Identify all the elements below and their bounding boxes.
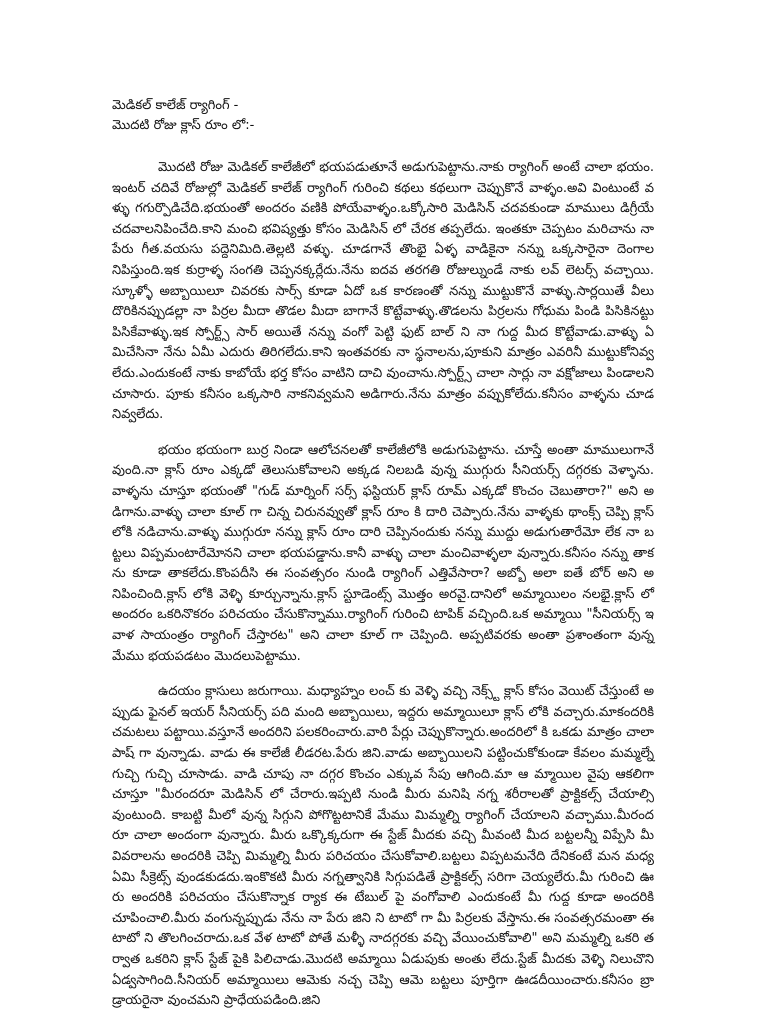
document-page [112, 96, 654, 1027]
document-heading [112, 96, 654, 136]
paragraph-2: భయం భయంగా బుర్ర నిండా ఆలోచనలతో కాలేజీలోకి అడుగుపెట్టాను. చూస్తే అంతా మాములుగానే వుంది.నా క్లాస్ రూం ఎక్కడో తెలుసుకోవాలని అక్కడ నిలబడి వున్న ముగ్గురు సీనియర్స్ దగ్గరకు వెళ్ళాను.వాళ్ళను చూస్తూ భయంతో "గుడ్ మార్నింగ్ సర్స్ ఫస్టియర్ క్లాస్ రూమ్ ఎక్కడో కొంచం చెబుతారా?" అని అడిగాను.వాళ్ళు చాలా కూల్ గా చిన్న చిరునవ్వుతో క్లాస్ రూం కి దారి చెప్పారు.నేను వాళ్ళకు థాంక్స్ చెప్పి క్లాస్ లోకి నడిచాను.వాళ్ళు ముగ్గురూ నన్ను క్లాస్ రూం దారి చెప్పినందుకు నన్ను ముద్దు అడుగుతారేమో లేక నా బట్టలు విప్పమంటారేమోనని చాలా భయపడ్డాను.కానీ వాళ్ళు చాలా మంచివాళ్ళలా వున్నారు.కనీసం నన్ను తాకను కూడా తాకలేదు.కొంపదీసి ఈ సంవత్సరం నుండి ర్యాగింగ్ ఎత్తివేసారా? అబ్బో అలా ఐతే బోర్ అని అనిపించింది.క్లాస్ లోకి వెళ్ళి కూర్చున్నాను.క్లాస్ స్టూడెంట్స్ మొత్తం అరవై.దానిలో అమ్మాయిలం నలభై.క్లాస్ లో అందరం ఒకరినొకరం పరిచయం చేసుకొన్నాము.ర్యాగింగ్ గురించి టాపిక్ వచ్చింది.ఒక అమ్మాయి "సీనియర్స్ ఇవాళ సాయంత్రం ర్యాగింగ్ చేస్తారట" అని చాలా కూల్ గా చెప్పింది. అప్పటివరకు అంతా ప్రశాంతంగా వున్న మేము భయపడటం మొదలుపెట్టాము. [112, 442, 654, 664]
paragraph-3: ఉదయం క్లాసులు జరుగాయి. మధ్యాహ్నం లంచ్ కు వెళ్ళి వచ్చి నెక్స్ట్ క్లాస్ కోసం వెయిట్ చేస్తుంటే అప్పుడు ఫైనల్ ఇయర్ సీనియర్స్ పది మంది అబ్బాయిలు, ఇద్దరు అమ్మాయిలూ క్లాస్ లోకి వచ్చారు.మాకందరికి చమటలు పట్టాయి.వస్తూనే అందరిని పలకరించారు.వారి పేర్లు చెప్పుకొన్నారు.అందరిలో కి ఒకడు మాత్రం చాలా పాష్ గా వున్నాడు. వాడు ఈ కాలేజీ లీడరట.పేరు జిని.వాడు అబ్బాయిలని పట్టించుకోకుండా కేవలం మమ్మల్నే గుచ్చి గుచ్చి చూసాడు. వాడి చూపు నా దగ్గర కొంచం ఎక్కువ సేపు ఆగింది.మా ఆ మ్మాయిల వైపు ఆకలిగా చూస్తూ "మీరందరూ మెడిసిన్ లో చేరారు.ఇప్పటి నుండి మీరు మనిషి నగ్న శరీరాలతో ప్రాక్టికల్స్ చేయాల్సి వుంటుంది. కాబట్టి మీలో వున్న సిగ్గుని పోగొట్టటానికే మేము మిమ్మల్ని ర్యాగింగ్ చేయాలని వచ్చాము.మీరందరూ చాలా అందంగా వున్నారు. మీరు ఒక్కొక్కరుగా ఈ స్టేజ్ మీదకు వచ్చి మీవంటి మీద బట్టలన్నీ విప్పేసి మీ వివరాలను అందరికి చెప్పి మిమ్మల్ని మీరు పరిచయం చేసుకోవాలి.బట్టలు విప్పటమనేది దేనికంటే మన మధ్య ఏమి సీక్రెట్స్ వుండకుడదు.ఇంకొకటి మీరు నగ్నత్వానికి సిగ్గుపడితే ప్రాక్టికల్స్ సరిగా చెయ్యలేరు.మీ గురించి ఊరు అందరికి పరిచయం చేసుకొన్నాక ర్యాక ఈ టేబుల్ పై వంగోవాలి ఎందుకంటే మీ గుద్ద కూడా అందరికి చూపించాలి.మీరు వంగున్నప్పుడు నేను నా పేరు జిని ని టాటో గా మీ పిర్రలకు వేస్తాను.ఈ సంవత్సరమంతా ఈ టాటో ని తొలగించరాదు.ఒక వేళ టాటో పోతే మళ్ళీ నాదగ్గరకు వచ్చి వేయించుకోవాలి" అని మమ్మల్ని ఒకరి తర్వాత ఒకరిని క్లాస్ స్టేజ్ పైకి పిలిచాడు.మొదటి అమ్మాయి ఏడుపుకు అంతు లేదు.స్టేజ్ మీదకు వెళ్ళి నిలుచొని ఏడ్వసాగింది.సీనియర్ అమ్మాయిలు ఆమెకు నచ్చ చెప్పి ఆమె బట్టలు పూర్తిగా ఊడదీయించారు.కనీసం బ్రా డ్రాయరైనా వుంచమని ప్రాధేయపడింది.జిని [112, 684, 655, 1009]
document-title: మెడికల్ కాలేజ్ ర్యాగింగ్ - [112, 98, 239, 113]
document-subtitle: మొదటి రోజు క్లాస్ రూం లో:- [112, 118, 255, 133]
paragraph-1: మొదటి రోజు మెడికల్ కాలేజీలో భయపడుతూనే అడుగుపెట్టాను.నాకు ర్యాగింగ్ అంటే చాలా భయం.ఇంటర్ చదివే రోజుల్లో మెడికల్ కాలేజ్ ర్యాగింగ్ గురించి కథలు కథలుగా చెప్పుకొనే వాళ్ళం.అవి వింటుంటే వళ్ళు గగుర్పొడిచేది.భయంతో అందరం వణికి పోయేవాళ్ళం.ఒక్కోసారి మెడిసిన్ చదవకుండా మాములు డిగ్రీయే చదవాలనిపించేది.కాని మంచి భవిష్యత్తు కోసం మెడిసిన్ లో చేరక తప్పలేదు. ఇంతకూ చెప్పటం మరిచాను నా పేరు గీత.వయసు పద్దెనిమిది.తెల్లటి వళ్ళు. చూడగానే తొంభై ఏళ్ళ వాడికైనా నన్ను ఒక్కసారైనా దెంగాలనిపిస్తుంది.ఇక కుర్రాళ్ళ సంగతి చెప్పనక్కర్లేదు.నేను ఐదవ తరగతి రోజుల్నుండే నాకు లవ్ లెటర్స్ వచ్చాయి.స్కూళ్ళో అబ్బాయిలూ చివరకు సార్స్ కూడా ఏదో ఒక కారణంతో నన్ను ముట్టుకొనే వాళ్ళు.సార్లయితే వీలు దొరికినప్పుడల్లా నా పిర్రల మీదా తొడల మీదా బాగానే కొట్టేవాళ్ళు.తొడలను పిర్రలను గోధుమ పిండి పిసికినట్టు పిసికేవాళ్ళు.ఇక స్పోర్ట్స్ సార్ అయితే నన్ను వంగో పెట్టి ఫుట్ బాల్ ని నా గుద్ద మీద కొట్టేవాడు.వాళ్ళు ఏమిచేసినా నేను ఏమీ ఎదురు తిరిగలేదు.కాని ఇంతవరకు నా స్థనాలను,పూకుని మాత్రం ఎవరినీ ముట్టుకోనివ్వలేదు.ఎందుకంటే నాకు కాబోయే భర్త కోసం వాటిని దాచి వుంచాను.స్పోర్ట్స్ చాలా సార్లు నా వక్షోజాలు పిండాలని చూసారు. పూకు కనీసం ఒక్కసారి నాకనివ్వమని అడిగారు.నేను మాత్రం వప్పుకోలేదు.కనీసం వాళ్ళను చూడనివ్వలేదు. [112, 160, 654, 423]
